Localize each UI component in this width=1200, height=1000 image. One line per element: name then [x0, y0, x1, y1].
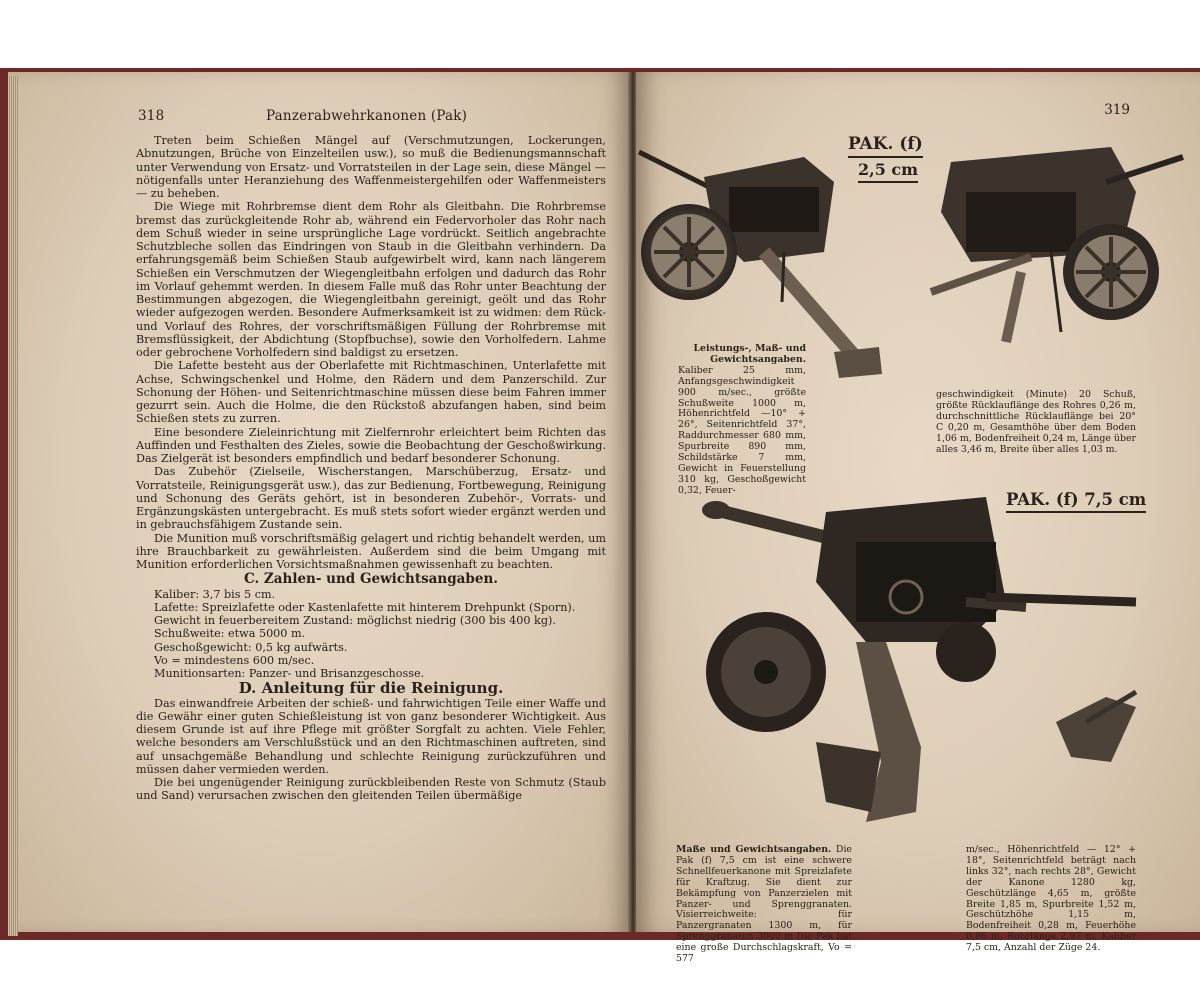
paragraph: Die Lafette besteht aus der Oberlafette mit Richtmaschinen, Unterlafette mit Achse, Schwingschenkel und Holme, den Rädern und dem Panzerschild. Zur Schonung der Höhen- und Seitenrichtmaschine müssen diese beim Fahren immer gezurrt sein. Auch die Holme, die den Rückstoß abzufangen haben, sind beim Schießen stets zu zurren.: [136, 359, 606, 426]
running-title: Panzerabwehrkanonen (Pak): [266, 108, 468, 124]
paragraph: Die Wiege mit Rohrbremse dient dem Rohr als Gleitbahn. Die Rohrbremse bremst das zurückgleitende Rohr ab, während ein Federvorholer das Rohr nach dem Schuß wieder in seine ursprüngliche Lage vordrückt. Seitlich angebrachte Schutzbleche sollen das Eindringen von Staub in die Gleitbahn verhindern. Da erfahrungsgemäß beim Schießen Staub aufgewirbelt wird, kann nach längerem Schießen ein Verschmutzen der Wiegengleitbahn erfolgen und dadurch das Rohr im Vorlauf gehemmt werden. In diesem Falle muß das Rohr unter Beachtung der Bestimmungen abgezogen, die Wiegengleitbahn gereinigt, geölt und das Rohr wieder aufgezogen werden. Besondere Aufmerksamkeit ist zu widmen: dem Rück- und Vorlauf des Rohres, der vorschriftsmäßigen Füllung der Rohrbremse mit Bremsflüssigkeit, der Abdichtung (Stopfbuchse), sowie den Vorholfedern. Lahme oder gebrochene Vorholfedern sind baldigst zu ersetzen.: [136, 200, 606, 359]
spec-item: Gewicht in feuerbereitem Zustand: möglichst niedrig (300 bis 400 kg).: [154, 614, 556, 627]
pak-75mm-photo: [666, 492, 1166, 822]
spec-item: Geschoßgewicht: 0,5 kg aufwärts.: [154, 640, 348, 654]
figure1-title-line2: 2,5 cm: [858, 160, 918, 183]
paragraph: Die Munition muß vorschriftsmäßig gelagert und richtig behandelt werden, um ihre Brauchbarkeit zu gewährleisten. Außerdem sind die beim Umgang mit Munition erforderlichen Vorsichtsmaßnahmen gewissenhaft zu beachten.: [136, 531, 606, 571]
figure1-caption-left: [678, 344, 806, 497]
section-heading-d: D. Anleitung für die Reinigung.: [238, 679, 504, 698]
figure2-caption-left: [676, 845, 852, 965]
paragraph: Treten beim Schießen Mängel auf (Verschmutzungen, Lockerungen, Abnutzungen, Brüche von Einzelteilen usw.), so muß die Bedienungsmannschaft unter Verwendung von Ersatz- und Vorratsteilen in der Lage sein, diese Mängel — nötigenfalls unter Heranziehung des Waffenmeistergehilfen oder Waffenmeisters — zu beheben.: [136, 134, 606, 200]
caption-heading: Maße und Gewichtsangaben.: [676, 844, 832, 855]
page-number-left: 318: [138, 108, 165, 124]
caption-text: Die Pak (f) 7,5 cm ist eine schwere Schnellfeuerkanone mit Spreizlafete für Kraftzug. Sie dient zur Bekämpfung von Panzerzielen mit Panzer- und Sprenggranaten. Visierreichweite: für Panzergranaten 1300 m, für Sprenggranaten 3000 m Die Pak hat eine große Durchschlagskraft, Vo = 577: [676, 844, 852, 965]
left-page: [8, 72, 630, 932]
spec-item: Kaliber: 3,7 bis 5 cm.: [154, 587, 276, 601]
paragraph: Das Zubehör (Zielseile, Wischerstangen, Marschüberzug, Ersatz- und Vorratsteile, Reinigungsgerät usw.), das zur Bedienung, Fortbewegung, Reinigung und Schonung des Geräts gehört, ist in besonderen Zubehör-, Vorrats- und Ergänzungskästen untergebracht. Es muß stets sofort wieder ergänzt werden und in gebrauchsfähigem Zustande sein.: [136, 465, 606, 532]
spec-item: Schußweite: etwa 5000 m.: [154, 627, 306, 641]
left-body-text: [136, 134, 606, 803]
caption-heading: Leistungs-, Maß- und Gewichtsangaben.: [693, 343, 806, 365]
figure2-title: PAK. (f) 7,5 cm: [1006, 490, 1146, 513]
figure1-title-line1: PAK. (f): [848, 134, 923, 158]
paragraph: Die bei ungenügender Reinigung zurückbleibenden Reste von Schmutz (Staub und Sand) verursachen zwischen den gleitenden Teilen übermäßige: [136, 776, 606, 803]
section-heading-c: C. Zahlen- und Gewichtsangaben.: [244, 571, 498, 588]
spec-item: Vo = mindestens 600 m/sec.: [154, 653, 315, 667]
paragraph: Das einwandfreie Arbeiten der schieß- und fahrwichtigen Teile einer Waffe und die Gewähr einer guten Schießleistung ist von ganz besonderer Wichtigkeit. Aus diesem Grunde ist auf ihre Pflege mit größter Sorgfalt zu achten. Viele Fehler, welche besonders am Verschlußstück und an den Richtmaschinen auftreten, sind auf unsachgemäße Behandlung und schlechte Reinigung zurückzuführen und müssen daher vermieden werden.: [136, 696, 606, 776]
caption-text: Kaliber 25 mm, Anfangsgeschwindigkeit 900 m/sec., größte Schußweite 1000 m, Höhenrichtfeld —10° + 26°, Seitenrichtfeld 37°, Raddurchmesser 680 mm, Spurbreite 890 mm, Schildstärke 7 mm, Gewicht in Feuerstellung 310 kg, Geschoßgewicht 0,32, Feuer-: [678, 364, 806, 496]
page-number-right: 319: [1104, 102, 1130, 118]
open-book: [0, 68, 1200, 965]
spec-item: Lafette: Spreizlafette oder Kastenlafette mit hinterem Drehpunkt (Sporn).: [154, 600, 576, 614]
figure1-caption-right: geschwindigkeit (Minute) 20 Schuß, größte Rücklauflänge des Rohres 0,26 m, durchschnittliche Rücklauflänge bei 20° C 0,20 m, Gesamthöhe über dem Boden 1,06 m, Bodenfreiheit 0,24 m, Länge über alles 3,46 m, Breite über alles 1,03 m.: [936, 389, 1136, 455]
right-page: [636, 72, 1200, 965]
page-edges: [8, 76, 18, 936]
paragraph: Eine besondere Zieleinrichtung mit Zielfernrohr erleichtert beim Richten das Auffinden und Festhalten des Zieles, sowie die Beobachtung der Geschoßwirkung. Das Zielgerät ist besonders empfindlich und bedarf besonderer Schonung.: [136, 425, 606, 465]
figure2-caption-right: m/sec., Höhenrichtfeld — 12° + 18°, Seitenrichtfeld beträgt nach links 32°, nach rechts 28°, Gewicht der Kanone 1280 kg, Geschützlänge 4,65 m, größte Breite 1,85 m, Spurbreite 1,52 m, Geschützhöhe 1,15 m, Bodenfreiheit 0,28 m, Feuerhöhe 0,86 m, Rohrlänge 2,97 m, Kaliber 7,5 cm, Anzahl der Züge 24.: [966, 844, 1136, 954]
pak-25mm-rear-photo: [911, 142, 1191, 352]
spec-list: [136, 588, 606, 681]
spec-item: Munitionsarten: Panzer- und Brisanzgeschosse.: [154, 667, 425, 680]
